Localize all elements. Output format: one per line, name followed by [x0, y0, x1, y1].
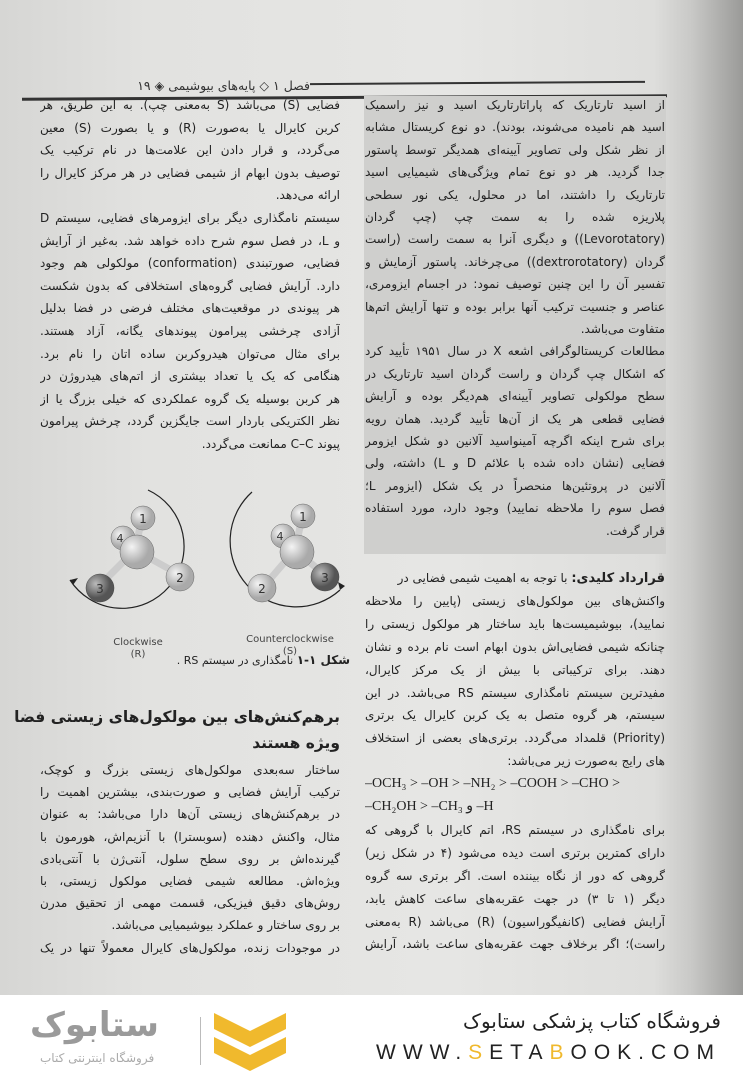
url-part: OOK.COM	[570, 1041, 721, 1064]
text-line: هنگامی که یک یا تعداد بیشتری از اتم‌های هیدروژن در	[40, 369, 340, 384]
text-line: آزادی چرخشی پیرامون پیوندهای یگانه، آزاد هستند.	[40, 324, 340, 338]
text-line: سیستم، هر گروه متصل به یک کربن کایرال یک برتری	[365, 708, 665, 723]
chapter-title: پایه‌های بیوشیمی	[168, 78, 256, 93]
atom-label: 4	[116, 532, 124, 545]
text-line: برای نامگذاری در سیستم RS، اتم کایرال با گروهی که	[365, 822, 665, 837]
text-line: ترکیب آرایش فضایی و صورت‌بندی، بیشترین اهمیت را	[40, 785, 340, 800]
text-line: ویژه‌اش. مطالعه شیمی فضایی مولکول زیستی، با	[40, 874, 340, 888]
text-line: برای شرح اینکه اگرچه آمینواسید آلانین دو شکل ایزومر	[365, 434, 665, 448]
formula-line: –OCH₃ > –OH > –NH₂ > –COOH > –CHO >	[365, 776, 620, 792]
diamond-dot-icon: ◈	[150, 78, 165, 93]
text-line: واکنش‌های بین مولکول‌های زیستی (پایین را ملاحظه	[365, 593, 665, 608]
s-label: (S)	[282, 646, 298, 657]
text-line: بر روی ساختار و عملکرد بیوشیمیایی می‌باشد.	[111, 918, 340, 933]
text-line: مفیدترین سیستم نامگذاری سیستم RS می‌باشد. در این	[365, 685, 665, 700]
figure-caption-text: نامگذاری در سیستم RS .	[176, 654, 294, 667]
text-line: از اسید تارتاریک که پاراتارتاریک اسید و نیز راسمیک	[365, 98, 665, 112]
text-line: هر کربن بوسیله یک گروه عملکردی که خیلی بزرگ یا از	[40, 391, 340, 406]
counterclockwise-molecule	[230, 492, 345, 657]
url-part-accent: B	[549, 1041, 571, 1064]
arrowhead-icon	[338, 582, 345, 590]
chapter-label: فصل ۱	[273, 78, 310, 93]
atom-label: 1	[139, 512, 147, 526]
text-line: های رایج به‌صورت زیر می‌باشد:	[507, 754, 665, 769]
text-line: در برهم‌کنش‌های زیستی آن‌ها دارا می‌باشد: به عنوان	[40, 807, 340, 822]
diamond-icon: ◇	[255, 78, 270, 93]
text-line: نمایید)، بیوشیمیست‌ها باید ساختار هر مولکول زیستی را	[365, 616, 665, 631]
text-line: مطالعات کریستالوگرافی اشعه X در سال ۱۹۵۱ تأیید کرد	[365, 344, 665, 359]
text-line: سیستم نامگذاری دیگر برای ایزومرهای فضایی، سیستم D	[40, 211, 340, 225]
text-line: آرایش فضایی (کانفیگوراسیون) (R) می‌باشد (R به‌معنی	[365, 914, 665, 929]
atom-label: 4	[276, 530, 284, 543]
atom-label: 1	[299, 510, 307, 524]
text-line: کربن کایرال یا به‌صورت (R) و یا بصورت (S) معین	[40, 120, 340, 135]
text-line: گروهی که دور از نگاه بیننده است. اگر برتری سه گروه	[365, 868, 665, 883]
text-line: اسید هم نامیده می‌شوند، بودند). دو نوع کریستال مشابه	[365, 120, 665, 135]
text-line: آلانین در پروتئین‌ها منحصراً در یک شکل (ایزومر L؛	[365, 478, 665, 493]
text-line: هر پیوندی در موقعیت‌های مختلف فرضی در فضا بدلیل	[40, 301, 340, 316]
section-heading-line-1: برهم‌کنش‌های بین مولکول‌های زیستی فضا	[14, 708, 340, 726]
text-line: پلاریزه شده را به سمت چپ (چپ گردان	[365, 210, 665, 224]
shop-url[interactable]	[376, 1041, 721, 1065]
url-part: WWW.	[376, 1041, 469, 1064]
text-line: نظر الکتریکی باردار است جایگزین گردد، چرخش پیرامون	[40, 414, 340, 429]
arrowhead-icon	[70, 578, 78, 585]
text-line: قرار گرفت.	[606, 523, 665, 538]
text-line: گردان (dextrorotatory)) می‌چرخاند. پاستور آزمایش و	[365, 254, 665, 269]
text-line: جدا گردید. هر دو نوع تمام ویژگی‌های شیمیایی اسید	[365, 165, 665, 180]
text-line: چنانکه شیمی فضایی‌اش بدون ابهام است نام برده و نشان	[365, 639, 665, 654]
text-line: ساختار سه‌بعدی مولکول‌های زیستی بزرگ و کوچک،	[40, 763, 340, 777]
text-line: می‌گردد، و قرار دادن این علامت‌ها در نام ترکیب یک	[40, 143, 340, 158]
atom-label: 3	[96, 582, 104, 596]
key-convention-label: قرارداد کلیدی:	[571, 571, 665, 586]
text-line: توصیف بدون ابهام از شیمی فضایی در هر مرکز کایرال را	[40, 165, 340, 180]
figure-number: شکل ۱-۱	[296, 653, 350, 667]
text-line: متفاوت می‌باشد.	[580, 322, 665, 336]
header-rule-top	[310, 81, 645, 85]
shop-name: فروشگاه کتاب پزشکی ستابوک	[463, 1009, 721, 1033]
url-part: ETA	[489, 1041, 550, 1064]
counterclockwise-label: Counterclockwise	[246, 634, 334, 645]
url-part-accent: S	[468, 1041, 490, 1064]
text-line: فصل سوم را ملاحظه نمایید) وجود دارد، مورد استفاده	[365, 501, 665, 516]
text-line: فضایی (S) می‌باشد (S به‌معنی چپ). به این طریق، هر	[40, 98, 340, 112]
figure-caption	[40, 653, 350, 667]
text-line: مثال، واکنش دهنده (سوبسترا) با آنزیم‌اش، هورمون با	[40, 829, 340, 844]
logo-tagline: فروشگاه اینترنتی کتاب	[40, 1051, 155, 1065]
logo-divider	[200, 1017, 201, 1065]
page-number: ۱۹	[137, 78, 151, 93]
atom-label: 2	[258, 582, 266, 596]
text-line: راست)؛ اگر برخلاف جهت عقربه‌های ساعت باشد، آرایش	[365, 937, 665, 952]
text-line: و L، در فصل سوم شرح داده خواهد شد. به‌غیر از آرایش	[40, 233, 340, 248]
rs-nomenclature-figure	[40, 480, 350, 670]
text-line: (Levorotatory)) و دیگری آنرا به سمت راست (راست	[365, 232, 665, 247]
text-line: در موجودات زنده، مولکول‌های کایرال معمولاً تنها در یک	[40, 940, 340, 955]
r-label: (R)	[130, 649, 146, 660]
text-fragment: با توجه به اهمیت شیمی فضایی در	[397, 571, 572, 585]
text-line: سطح مولکولی تصاویر آیینه‌ای هم‌دیگر بوده و آرایش	[365, 389, 665, 404]
text-line: ارائه می‌دهد.	[275, 188, 340, 203]
atom-label: 3	[321, 571, 329, 585]
setabook-logo-wordmark: ستابوک	[30, 1005, 159, 1045]
atom-label: 2	[176, 571, 184, 585]
text-line: دیگر (۱ تا ۳) در جهت عقربه‌های ساعت کاهش یابد،	[365, 891, 665, 906]
text-line: فضایی قطعی هر یک از آن‌ها تأیید گردید. همان رویه	[365, 411, 665, 426]
text-line: که اشکال چپ گردان و راست گردان اسید تارتاریک در	[365, 366, 665, 381]
text-line: فضایی (نشان داده شده با علائم D و L) داشته، ولی	[365, 456, 665, 471]
clockwise-label: Clockwise	[113, 637, 163, 648]
text-line: تفسیر آن را این چنین توصیف نمود: در اجسام ایزومری،	[365, 277, 665, 292]
text-line: روش‌های دقیق فیزیکی، قسمت مهمی از تحقیق مدرن	[40, 896, 340, 911]
setabook-chevron-logo-icon	[214, 1013, 286, 1071]
text-line: دهند. برای ترکیباتی با بیش از یک مرکز کایرال،	[365, 662, 665, 677]
clockwise-molecule	[70, 490, 194, 660]
text-line: عناصر و جنسیت ترکیب آنها برابر بوده و تنها آرایش اتم‌ها	[365, 299, 665, 314]
section-heading-line-2: ویژه هستند	[252, 734, 340, 752]
text-line: برای مثال می‌توان هیدروکربن ساده اتان را نام برد.	[40, 346, 340, 361]
text-line: دارای کمترین برتری است دیده می‌شود (۴ در شکل زیر)	[365, 845, 665, 860]
text-line: پیوند C–C ممانعت می‌گردد.	[201, 437, 340, 451]
text-line: از نظر شکل ولی تصاویر آیینه‌ای همدیگر توسط پاستور	[365, 142, 665, 157]
text-line: (Priority) قلمداد می‌گردد. برتری‌های بعضی از استخلاف	[365, 731, 665, 746]
text-line: تارتاریک را داشتند، اما در محلول، یکی نور سطحی	[365, 187, 665, 202]
text-line: دارد. آرایش فضایی گروه‌های استخلافی که بدون شکست	[40, 278, 340, 293]
text-line: فضایی، صورتبندی (conformation) مولکولی هم وجود	[40, 256, 340, 271]
text-line: گیرنده‌اش بر روی سطح سلول، آنتی‌ژن با آنتی‌بادی	[40, 851, 340, 866]
footer-banner	[0, 995, 743, 1080]
text-line	[365, 567, 665, 589]
formula-line: –CH₂OH > –CH₃ و –H	[365, 799, 494, 814]
